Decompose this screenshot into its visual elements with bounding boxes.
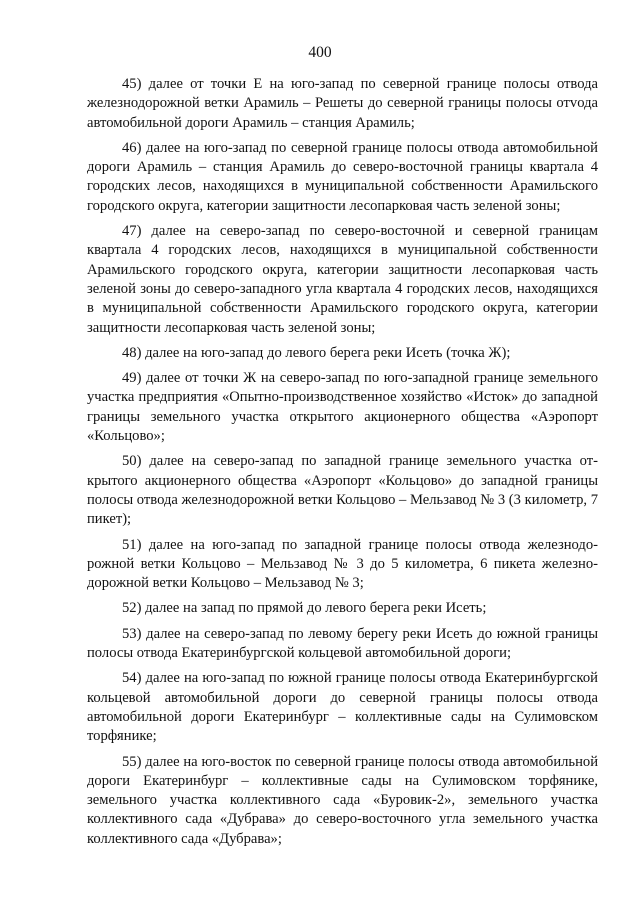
paragraph-50: 50) далее на северо-запад по западной границе земельного участка открытого акционерного общества «Аэропорт «Кольцово» до западной границы полосы отвода железнодорожной ветки Кольцово – Мельзавод № 3 (3 километр, 7 пикет); [87, 453, 598, 528]
paragraph-54: 54) далее на юго-запад по южной границе полосы отвода Екатеринбургской кольцевой автомобильной дороги до северной границы полосы отвода автомобильной дороги Екатеринбург – коллективные сады на Сулимовском торфянике; [87, 670, 598, 745]
paragraph-52: 52) далее на запад по прямой до левого берега реки Исеть; [122, 600, 487, 617]
paragraph-45: 45) далее от точки Е на юго-запад по северной границе полосы отвода железнодорожной ветки Арамиль – Решеты до северной границы полосы отvода автомобильной дороги Арамиль – станция Арамиль; [87, 76, 598, 131]
paragraph-51: 51) далее на юго-запад по западной границе полосы отвода железнодорожной ветки Кольцово – Мельзавод № 3 до 5 километра, 6 пикета железнодорожной ветки Кольцово – Мельзавод № 3; [87, 536, 598, 592]
paragraph-48: 48) далее на юго-запад до левого берега реки Исеть (точка Ж); [122, 344, 511, 361]
paragraph-55: 55) далее на юго-восток по северной границе полосы отвода автомобильной дороги Екатеринбург – коллективные сады на Сулимовском торфянике, земельного участка коллективного сада «Буровик-2», земельного участка коллективного сада «Дубрава» до северо-восточного угла земельного участка коллективного сада «Дубрава»; [87, 753, 598, 847]
paragraph-53: 53) далее на северо-запад по левому берегу реки Исеть до южной границы полосы отвода Екатеринбургской кольцевой автомобильной дороги; [87, 625, 598, 662]
paragraph-47: 47) далее на северо-запад по северо-восточной и северной границам квартала 4 городских лесов, находящихся в муниципальной собственности Арамильского городского округа, категории защитности лесопарковая часть зеленой зоны до северо-западного угла квартала 4 городских лесов, находящихся в муниципальной собственности Арамильского городского округа, категории защитности лесопарковая часть зеленой зоны; [87, 223, 598, 336]
document-body [87, 75, 598, 855]
paragraph-46: 46) далее на юго-запад по северной границе полосы отвода автомобильной дороги Арамиль – станция Арамиль до северо-восточной границы квартала 4 городских лесов, находящихся в муниципальной собственности Арамильского городского округа, категории защитности лесопарковая часть зеленой зоны; [87, 139, 598, 214]
paragraph-49: 49) далее от точки Ж на северо-запад по юго-западной границе земельного участка предприятия «Опытно-производственное хозяйство «Исток» до западной границы земельного участка открытого акционерного общества «Аэропорт «Кольцово»; [87, 370, 598, 445]
page-number: 400 [308, 44, 332, 61]
